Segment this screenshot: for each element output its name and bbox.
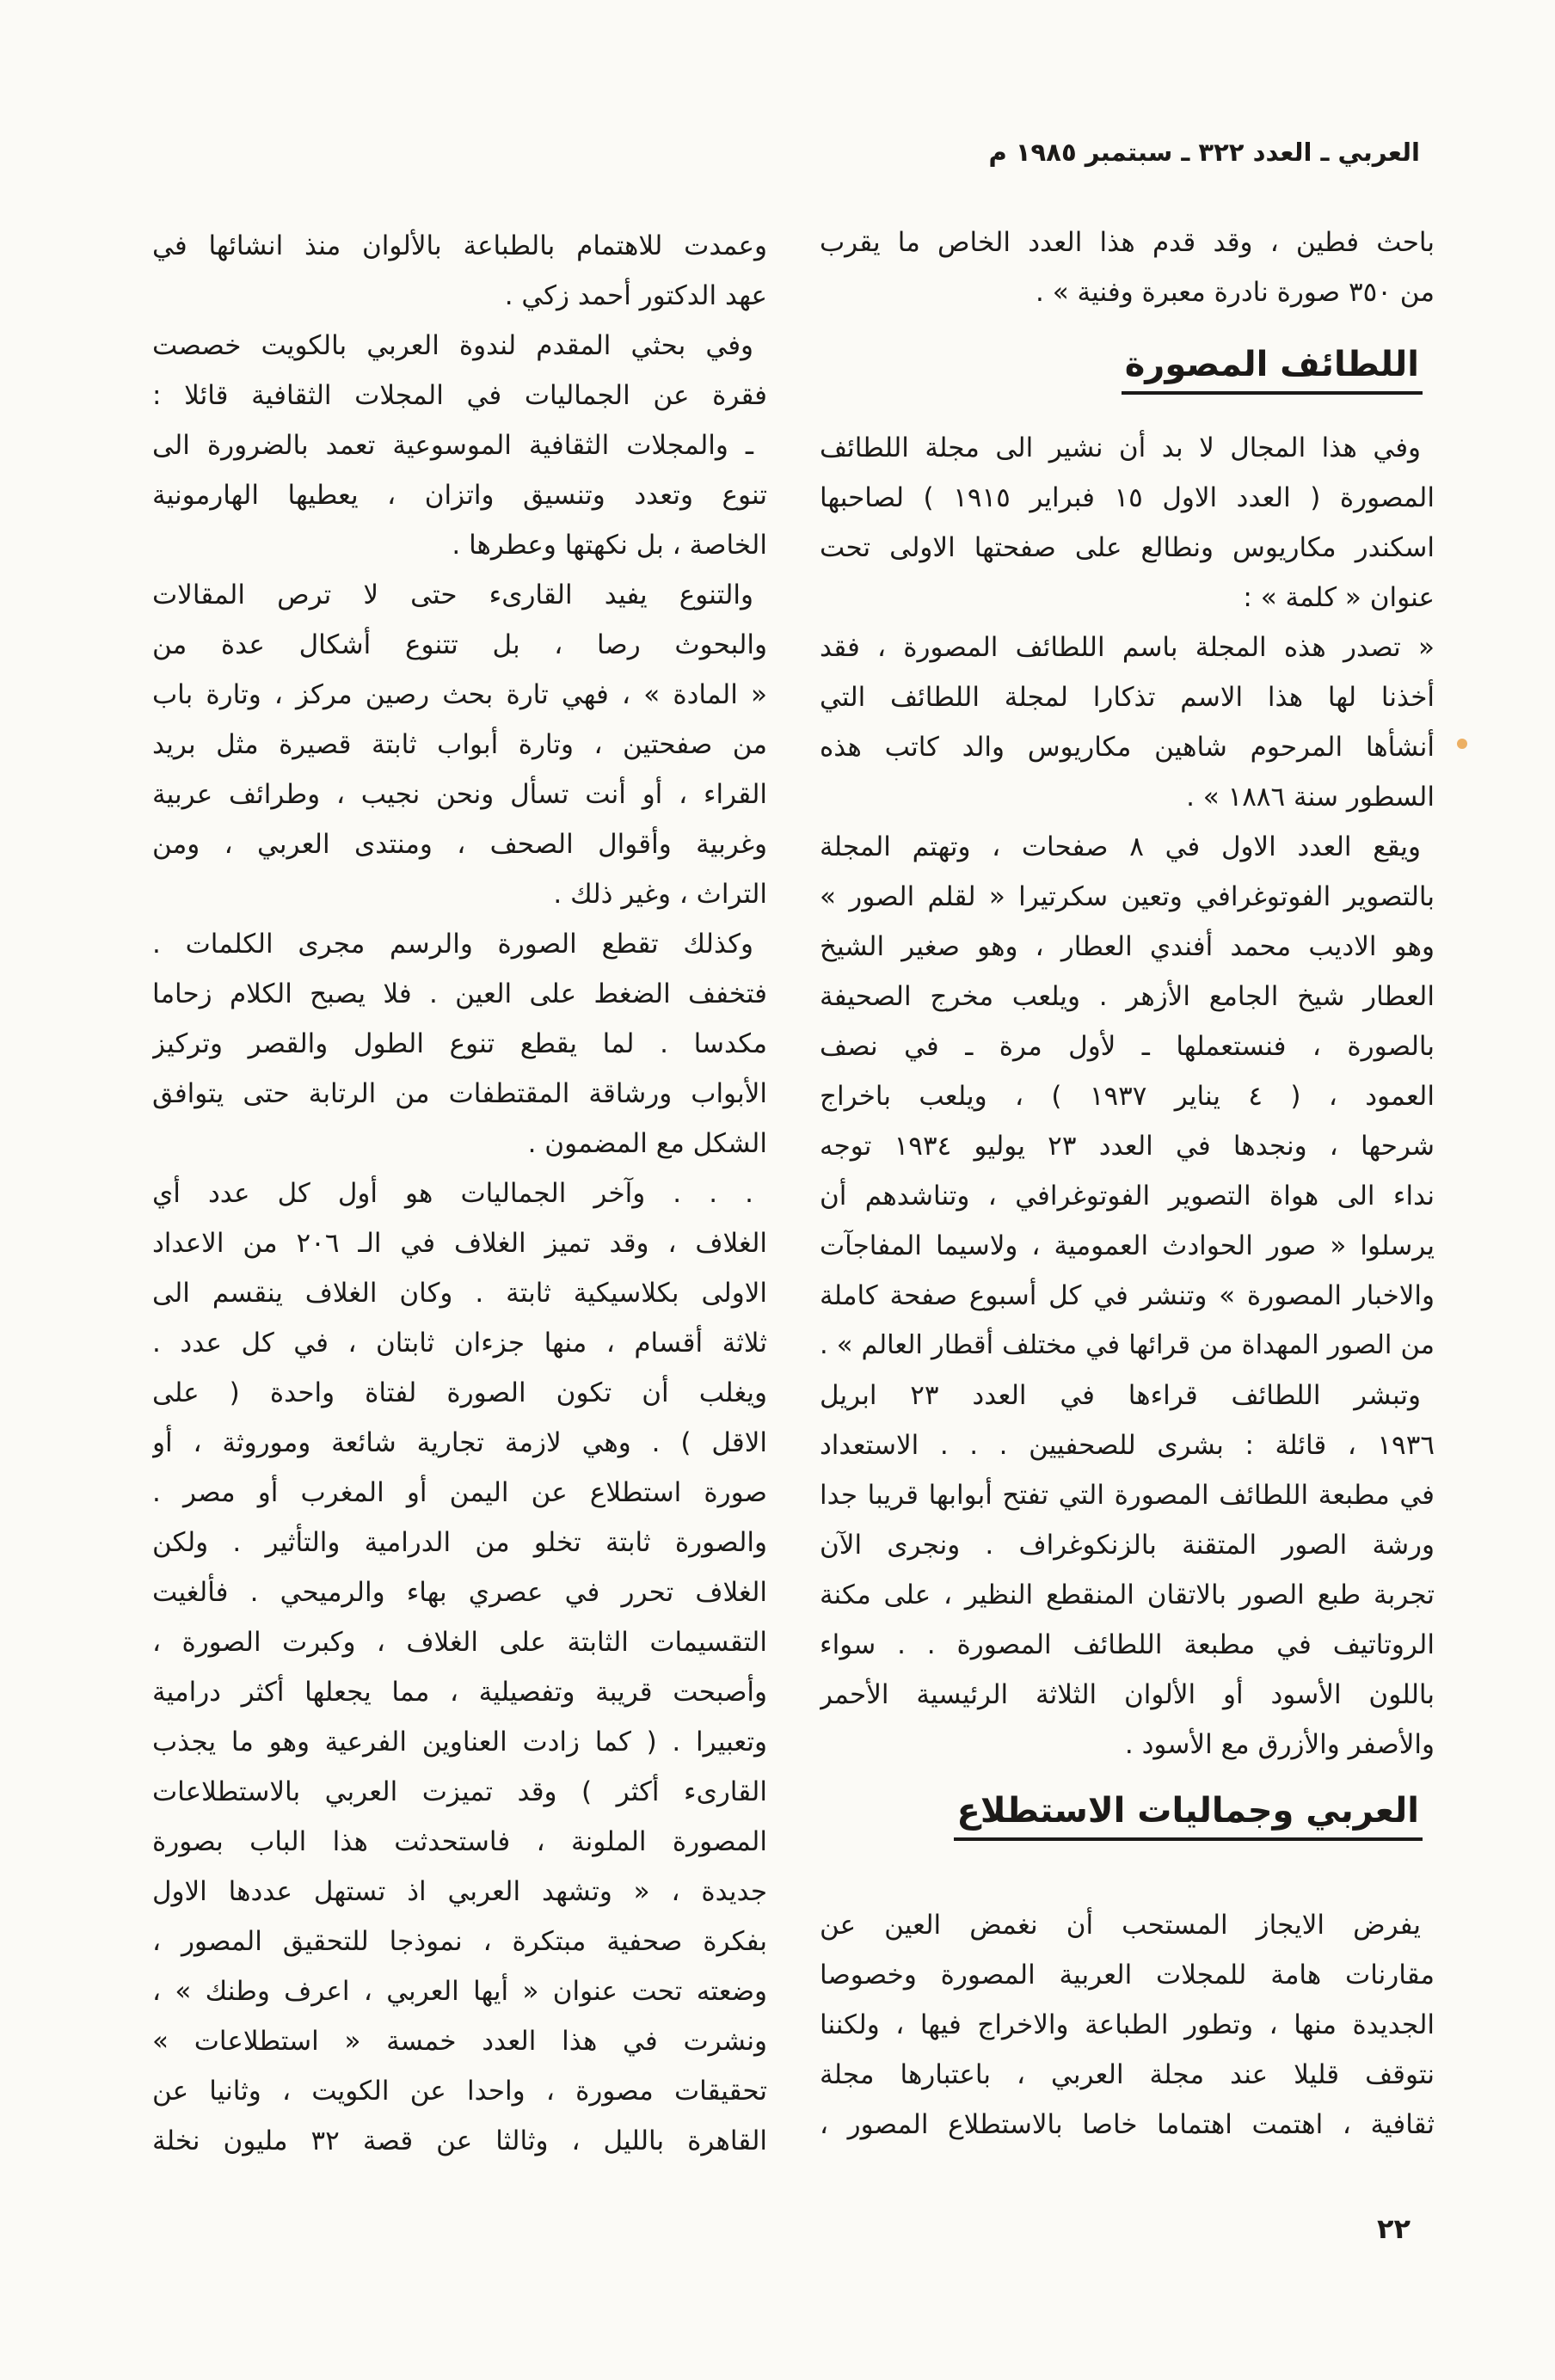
text-line: ويقع العدد الاول في ٨ صفحات ، وتهتم المجلة xyxy=(820,831,1422,862)
text-line: القارىء أكثر ) وقد تميزت العربي بالاستطلاعات xyxy=(152,1776,767,1807)
text-line: اسكندر مكاريوس ونطالع على صفحتها الاولى تحت xyxy=(820,532,1435,563)
text-line: . . . وآخر الجماليات هو أول كل عدد أي xyxy=(152,1178,753,1209)
text-line: العمود ، ( ٤ يناير ١٩٣٧ ) ، ويلعب باخراج xyxy=(820,1081,1435,1112)
section-heading: العربي وجماليات الاستطلاع xyxy=(954,1787,1423,1841)
text-line: « تصدر هذه المجلة باسم اللطائف المصورة ، فقد xyxy=(820,632,1435,663)
text-line: من صفحتين ، وتارة أبواب ثابتة قصيرة مثل بريد xyxy=(152,729,767,760)
text-line: وضعته تحت عنوان « أيها العربي ، اعرف وطنك » ، xyxy=(152,1976,767,2007)
text-line: جديدة ، « وتشهد العربي اذ تستهل عددها الاول xyxy=(152,1876,767,1907)
text-line: وهو الاديب محمد أفندي العطار ، وهو صغير الشيخ xyxy=(820,931,1435,962)
text-line: نداء الى هواة التصوير الفوتوغرافي ، وتناشدهم أن xyxy=(820,1181,1435,1211)
text-line: والبحوث رصا ، بل تتنوع أشكال عدة من xyxy=(152,629,767,660)
text-line: ثلاثة أقسام ، منها جزءان ثابتان ، في كل عدد . xyxy=(152,1328,767,1359)
text-line: ١٩٣٦ ، قائلة : بشرى للصحفيين . . . الاستعداد xyxy=(820,1430,1435,1461)
text-line: القاهرة بالليل ، وثالثا عن قصة ٣٢ مليون نخلة xyxy=(152,2125,767,2156)
text-line: ويغلب أن تكون الصورة لفتاة واحدة ( على xyxy=(152,1377,767,1408)
text-line: « المادة » ، فهي تارة بحث رصين مركز ، وتارة باب xyxy=(152,679,767,710)
text-line: والاخبار المصورة » وتنشر في كل أسبوع صفحة كاملة xyxy=(820,1280,1435,1311)
text-line: في مطبعة اللطائف المصورة التي تفتح أبوابها قريبا جدا xyxy=(820,1480,1435,1511)
text-line: المصورة ( العدد الاول ١٥ فبراير ١٩١٥ ) لصاحبها xyxy=(820,482,1435,513)
text-line: ورشة الصور المتقنة بالزنكوغراف . ونجرى الآن xyxy=(820,1530,1435,1561)
text-line: الغلاف تحرر في عصري بهاء والرميحي . فألغيت xyxy=(152,1577,767,1608)
left-column xyxy=(152,221,767,2166)
text-line: ثقافية ، اهتمت اهتماما خاصا بالاستطلاع المصور ، xyxy=(820,2109,1435,2140)
text-line: الغلاف ، وقد تميز الغلاف في الـ ٢٠٦ من الاعداد xyxy=(152,1228,767,1259)
right-column-section-2 xyxy=(820,1900,1435,2150)
text-line: وعمدت للاهتمام بالطباعة بالألوان منذ انشائها في xyxy=(152,230,767,261)
text-line: أخذنا لها هذا الاسم تذكارا لمجلة اللطائف التي xyxy=(820,682,1435,713)
text-line: وفي هذا المجال لا بد أن نشير الى مجلة اللطائف xyxy=(820,432,1421,463)
text-line: ـ والمجلات الثقافية الموسوعية تعمد بالضرورة الى xyxy=(152,430,753,461)
text-line: الأبواب ورشاقة المقتطفات من الرتابة حتى يتوافق xyxy=(152,1078,767,1109)
text-line: فتخفف الضغط على العين . فلا يصبح الكلام زحاما xyxy=(152,978,767,1009)
text-line: تجربة طبع الصور بالاتقان المنقطع النظير ، على مكنة xyxy=(820,1580,1435,1610)
text-line: بالصورة ، فنستعملها ـ لأول مرة ـ في نصف xyxy=(820,1031,1435,1062)
section-heading: اللطائف المصورة xyxy=(1122,340,1423,395)
text-line: وفي بحثي المقدم لندوة العربي بالكويت خصصت xyxy=(152,330,753,361)
right-column-intro xyxy=(820,218,1435,317)
text-line: ونشرت في هذا العدد خمسة « استطلاعات » xyxy=(152,2026,767,2057)
text-line: عنوان « كلمة » : xyxy=(1243,582,1435,613)
running-head: العربي ـ العدد ٣٢٢ ـ سبتمبر ١٩٨٥ م xyxy=(988,138,1420,167)
section-heading-wrap xyxy=(820,340,1435,396)
text-line: نتوقف قليلا عند مجلة العربي ، باعتبارها مجلة xyxy=(820,2059,1435,2090)
text-line: وتبشر اللطائف قراءها في العدد ٢٣ ابريل xyxy=(820,1380,1421,1411)
text-line: أنشأها المرحوم شاهين مكاريوس والد كاتب هذه xyxy=(820,732,1435,763)
section-heading-wrap xyxy=(820,1787,1435,1842)
text-line: يفرض الايجاز المستحب أن نغمض العين عن xyxy=(820,1910,1421,1941)
text-line: وكذلك تقطع الصورة والرسم مجرى الكلمات . xyxy=(152,929,753,960)
text-line: الخاصة ، بل نكهتها وعطرها . xyxy=(452,530,767,561)
text-line: مكدسا . لما يقطع تنوع الطول والقصر وتركيز xyxy=(152,1028,767,1059)
page-number: ٢٢ xyxy=(1376,2212,1411,2245)
text-line: الاولى بكلاسيكية ثابتة . وكان الغلاف ينقسم الى xyxy=(152,1278,767,1309)
right-column-section-1 xyxy=(820,423,1435,1770)
text-line: مقارنات هامة للمجلات العربية المصورة وخصوصا xyxy=(820,1960,1435,1990)
text-line: الروتاتيف في مطبعة اللطائف المصورة . . سواء xyxy=(820,1629,1435,1660)
text-line: باحث فطين ، وقد قدم هذا العدد الخاص ما يقرب xyxy=(820,227,1435,258)
text-line: وتعبيرا . ( كما زادت العناوين الفرعية وهو ما يجذب xyxy=(152,1727,767,1757)
text-line: السطور سنة ١٨٨٦ » . xyxy=(1186,782,1435,813)
text-line: بفكرة صحفية مبتكرة ، نموذجا للتحقيق المصور ، xyxy=(152,1926,767,1957)
text-line: بالتصوير الفوتوغرافي وتعين سكرتيرا « لقلم الصور » xyxy=(820,881,1435,912)
text-line: الجديدة منها ، وتطور الطباعة والاخراج فيها ، ولكننا xyxy=(820,2009,1435,2040)
text-line: والأصفر والأزرق مع الأسود . xyxy=(1124,1729,1435,1760)
text-line: صورة استطلاع عن اليمن أو المغرب أو مصر . xyxy=(152,1477,767,1508)
text-line: التقسيمات الثابتة على الغلاف ، وكبرت الصورة ، xyxy=(152,1627,767,1658)
text-line: التراث ، وغير ذلك . xyxy=(553,879,767,910)
text-line: والصورة ثابتة تخلو من الدرامية والتأثير . ولكن xyxy=(152,1527,767,1558)
ink-spot xyxy=(1457,739,1467,749)
text-line: باللون الأسود أو الألوان الثلاثة الرئيسية الأحمر xyxy=(820,1679,1435,1710)
text-line: وغربية وأقوال الصحف ، ومنتدى العربي ، ومن xyxy=(152,829,767,860)
text-line: المصورة الملونة ، فاستحدثت هذا الباب بصورة xyxy=(152,1826,767,1857)
text-line: تنوع وتعدد وتنسيق واتزان ، يعطيها الهارمونية xyxy=(152,480,767,511)
text-line: من ٣٥٠ صورة نادرة معبرة وفنية » . xyxy=(1036,277,1435,308)
text-line: من الصور المهداة من قرائها في مختلف أقطار العالم » . xyxy=(820,1330,1435,1360)
text-line: فقرة عن الجماليات في المجلات الثقافية قائلا : xyxy=(152,380,767,411)
text-line: يرسلوا « صور الحوادث العمومية ، ولاسيما المفاجآت xyxy=(820,1230,1435,1261)
text-line: الاقل ) . وهي لازمة تجارية شائعة وموروثة ، أو xyxy=(152,1427,767,1458)
text-line: وأصبحت قريبة وتفصيلية ، مما يجعلها أكثر درامية xyxy=(152,1677,767,1708)
text-line: العطار شيخ الجامع الأزهر . ويلعب مخرج الصحيفة xyxy=(820,981,1435,1012)
text-line: القراء ، أو أنت تسأل ونحن نجيب ، وطرائف عربية xyxy=(152,779,767,810)
text-line: والتنوع يفيد القارىء حتى لا ترص المقالات xyxy=(152,580,753,610)
text-line: تحقيقات مصورة ، واحدا عن الكويت ، وثانيا عن xyxy=(152,2076,767,2107)
text-line: شرحها ، ونجدها في العدد ٢٣ يوليو ١٩٣٤ توجه xyxy=(820,1131,1435,1162)
text-line: الشكل مع المضمون . xyxy=(527,1128,767,1159)
text-line: عهد الدكتور أحمد زكي . xyxy=(504,280,767,311)
